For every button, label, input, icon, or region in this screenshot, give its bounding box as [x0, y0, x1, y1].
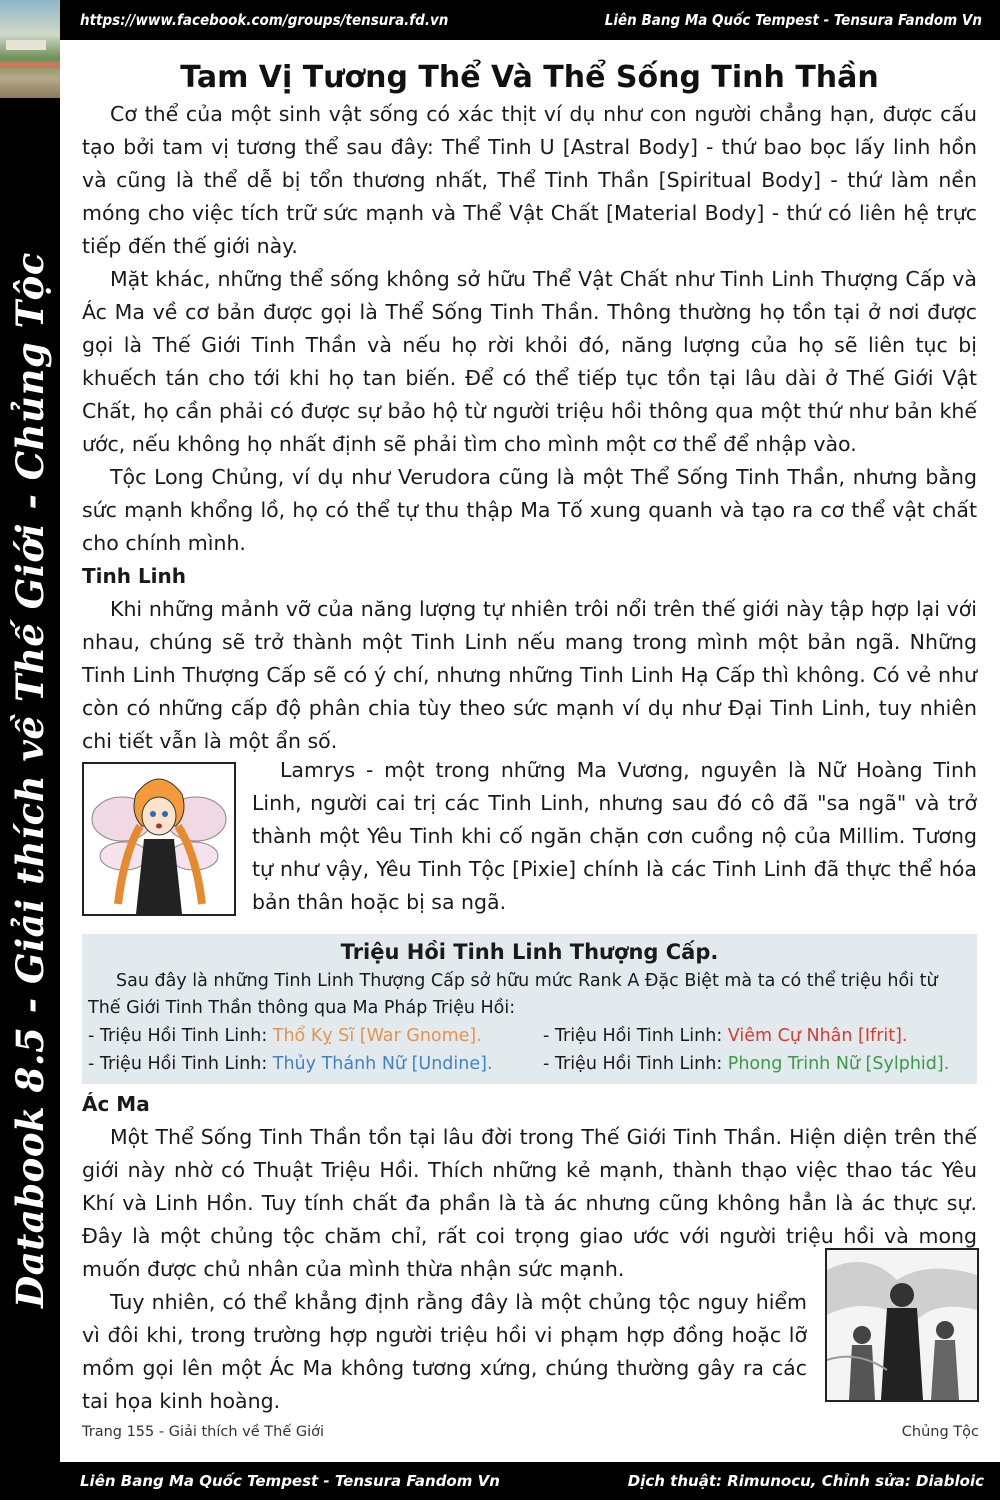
paragraph-demon: Một Thể Sống Tinh Thần tồn tại lâu đời trong Thế Giới Tinh Thần. Hiện diện trên thế giới này nhờ có Thuật Triệu Hồi. Thích những kẻ mạnh, thành thạo việc thao tác Yêu Khí và Linh Hồn. Tuy tính chất đa phần là tà ác nhưng cũng không hẳn là ác thực sự. Đây là một chủng tộc chăm chỉ, rất coi trọng giao ước với người triệu hồi và mong muốn được chủ nhân của mình thừa nhận sức mạnh. — [82, 1125, 977, 1281]
group-url-link[interactable]: https://www.facebook.com/groups/tensura.fd.vn — [80, 11, 449, 29]
paragraph-spiritual-beings: Mặt khác, những thể sống không sở hữu Thể Vật Chất như Tinh Linh Thượng Cấp và Ác Ma về cơ bản được gọi là Thể Sống Tinh Thần. Thông thường họ tồn tại ở nơi được gọi là Thế Giới Tinh Thần và nếu họ rời khỏi đó, năng lượng của họ sẽ liên tục bị khuếch tán cho tới khi họ tan biến. Để có thể tiếp tục tồn tại lâu dài ở Thế Giới Vật Chất, họ cần phải có được sự bảo hộ từ người triệu hồi thông qua một thứ như bản khế ước, nếu không họ nhất định sẽ phải tìm cho mình một cơ thể để nhập vào. — [82, 267, 977, 456]
callout-row — [88, 1022, 971, 1050]
bottom-bar — [60, 1462, 1000, 1500]
demon-illustration — [825, 1248, 979, 1402]
page-title: Tam Vị Tương Thể Và Thể Sống Tinh Thần — [180, 60, 879, 95]
page-footer — [82, 1424, 979, 1440]
paragraph-spirit: Khi những mảnh vỡ của năng lượng tự nhiên trôi nổi trên thế giới này tập hợp lại với nhau, chúng sẽ trở thành một Tinh Linh nếu mang trong mình một bản ngã. Những Tinh Linh Thượng Cấp sẽ có ý chí, nhưng những Tinh Linh Hạ Cấp thì không. Có vẻ như còn có những cấp độ phân chia tùy theo sức mạnh ví dụ như Đại Tinh Linh, tuy nhiên chi tiết vẫn là một ẩn số. — [82, 597, 977, 753]
callout-title: Triệu Hồi Tinh Linh Thượng Cấp. — [340, 940, 719, 964]
callout-item: - Triệu Hồi Tinh Linh: Thủy Thánh Nữ [Undine]. — [88, 1054, 493, 1074]
sidebar — [0, 0, 60, 1500]
summon-sylphid: Phong Trinh Nữ [Sylphid]. — [727, 1054, 950, 1074]
group-name-footer: Liên Bang Ma Quốc Tempest - Tensura Fandom Vn — [80, 1472, 500, 1490]
callout-item: - Triệu Hồi Tinh Linh: Phong Trinh Nữ [Sylphid]. — [543, 1054, 950, 1074]
lamrys-section — [82, 758, 977, 926]
callout-intro: Sau đây là những Tinh Linh Thượng Cấp sở hữu mức Rank A Đặc Biệt mà ta có thể triệu hồi từ Thế Giới Tinh Thần thông qua Ma Pháp Triệu Hồi: — [88, 971, 938, 1018]
section-heading-spirit: Tinh Linh — [82, 564, 187, 588]
section-label: Chủng Tộc — [901, 1424, 979, 1440]
group-name: Liên Bang Ma Quốc Tempest - Tensura Fandom Vn — [604, 11, 982, 29]
summon-ifrit: Viêm Cự Nhân [Ifrit]. — [727, 1026, 908, 1046]
callout-item: - Triệu Hồi Tinh Linh: Viêm Cự Nhân [Ifrit]. — [543, 1026, 908, 1046]
demon-danger-section — [82, 1286, 977, 1426]
callout-item: - Triệu Hồi Tinh Linh: Thổ Kỵ Sĩ [War Gnome]. — [88, 1026, 482, 1046]
top-bar — [60, 0, 1000, 40]
section-heading-demon: Ác Ma — [82, 1092, 150, 1116]
credits: Dịch thuật: Rimunocu, Chỉnh sửa: Diabloic — [627, 1472, 984, 1490]
page-number-label: Trang 155 - Giải thích về Thế Giới — [82, 1424, 325, 1440]
callout-row — [88, 1050, 971, 1078]
summon-war-gnome: Thổ Kỵ Sĩ [War Gnome]. — [272, 1026, 482, 1046]
paragraph-intro: Cơ thể của một sinh vật sống có xác thịt ví dụ như con người chẳng hạn, được cấu tạo bởi tam vị tương thể sau đây: Thể Tinh U [Astral Body] - thứ bao bọc lấy linh hồn và cũng là thể dễ bị tổn thương nhất, Thể Tinh Thần [Spiritual Body] - thứ làm nền móng cho việc tích trữ sức mạnh và Thể Vật Chất [Material Body] - thứ có liên hệ trực tiếp đến thế giới này. — [82, 102, 977, 258]
summon-undine: Thủy Thánh Nữ [Undine]. — [272, 1054, 493, 1074]
corner-thumbnail-image — [0, 0, 60, 98]
paragraph-lamrys: Lamrys - một trong những Ma Vương, nguyên là Nữ Hoàng Tinh Linh, người cai trị các Tinh Linh, nhưng sau đó cô đã "sa ngã" và trở thành một Yêu Tinh khi cố ngăn chặn cơn cuồng nộ của Millim. Tương tự như vậy, Yêu Tinh Tộc [Pixie] chính là các Tinh Linh đã thực thể hóa bản thân hoặc bị sa ngã. — [252, 758, 977, 914]
paragraph-dragon-race: Tộc Long Chủng, ví dụ như Verudora cũng là một Thể Sống Tinh Thần, nhưng bằng sức mạnh khổng lồ, họ có thể tự thu thập Ma Tố xung quanh và tạo ra cơ thể vật chất cho chính mình. — [82, 465, 977, 555]
article — [82, 58, 977, 1426]
lamrys-illustration — [82, 762, 236, 916]
sidebar-title: Databook 8.5 - Giải thích về Thế Giới - Chủng Tộc — [8, 252, 52, 1308]
summon-callout — [82, 934, 977, 1084]
paragraph-demon-danger: Tuy nhiên, có thể khẳng định rằng đây là một chủng tộc nguy hiểm vì đôi khi, trong trường hợp người triệu hồi vi phạm hợp đồng hoặc lỡ mồm gọi lên một Ác Ma không tương xứng, chúng thường gây ra các tai họa kinh hoàng. — [82, 1290, 807, 1413]
